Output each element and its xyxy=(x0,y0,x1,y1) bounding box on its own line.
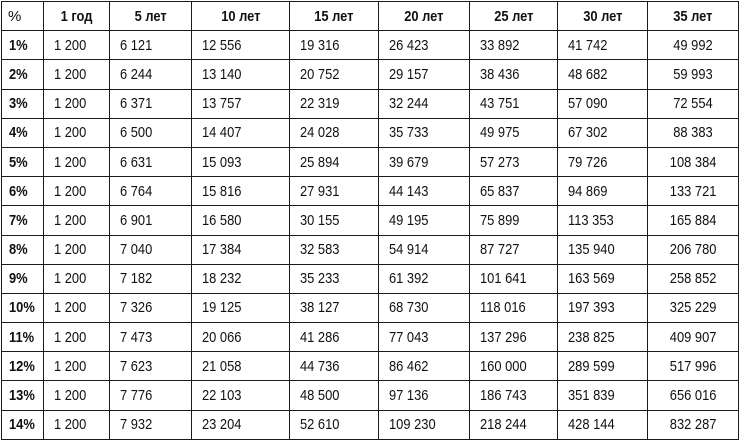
header-cell-period xyxy=(648,2,739,31)
value-cell xyxy=(648,235,739,264)
value-cell xyxy=(44,118,110,147)
value-cell xyxy=(379,293,470,322)
rate-cell xyxy=(2,410,44,439)
value-cell xyxy=(110,177,192,206)
value-text: 656 016 xyxy=(669,387,717,405)
header-label: 5 лет xyxy=(134,7,167,25)
table-row xyxy=(2,410,739,439)
header-cell-period xyxy=(290,2,379,31)
value-text: 65 837 xyxy=(480,182,520,200)
header-label: 20 лет xyxy=(404,7,444,25)
value-text: 33 892 xyxy=(480,36,520,54)
value-text: 6 121 xyxy=(120,36,153,54)
rate-cell xyxy=(2,293,44,322)
value-cell xyxy=(558,235,648,264)
value-text: 135 940 xyxy=(568,241,615,259)
value-text: 6 500 xyxy=(120,124,153,142)
value-text: 1 200 xyxy=(54,95,87,113)
value-cell xyxy=(110,293,192,322)
value-cell xyxy=(290,89,379,118)
value-text: 7 932 xyxy=(120,416,153,434)
value-text: 77 043 xyxy=(389,328,429,346)
value-cell xyxy=(558,89,648,118)
rate-cell xyxy=(2,147,44,176)
value-cell xyxy=(44,381,110,410)
value-cell xyxy=(558,118,648,147)
table-row xyxy=(2,60,739,89)
value-cell xyxy=(379,381,470,410)
rate-cell xyxy=(2,381,44,410)
value-text: 59 993 xyxy=(673,65,713,83)
rate-cell xyxy=(2,264,44,293)
value-text: 160 000 xyxy=(480,357,527,375)
value-cell xyxy=(379,352,470,381)
value-cell xyxy=(192,60,290,89)
rate-label: 4% xyxy=(9,124,28,142)
value-text: 32 244 xyxy=(389,95,429,113)
value-text: 351 839 xyxy=(568,387,615,405)
value-cell xyxy=(470,177,558,206)
value-cell xyxy=(470,60,558,89)
value-text: 7 182 xyxy=(120,270,153,288)
value-text: 108 384 xyxy=(669,153,717,171)
table-row xyxy=(2,147,739,176)
value-cell xyxy=(648,381,739,410)
value-text: 48 682 xyxy=(568,65,608,83)
value-text: 72 554 xyxy=(673,95,713,113)
header-label: 35 лет xyxy=(673,7,713,25)
value-cell xyxy=(558,31,648,60)
header-label: 30 лет xyxy=(582,7,623,25)
value-text: 1 200 xyxy=(54,299,87,317)
value-text: 409 907 xyxy=(669,328,717,346)
value-cell xyxy=(110,352,192,381)
value-text: 1 200 xyxy=(54,416,87,434)
value-text: 197 393 xyxy=(568,299,615,317)
value-cell xyxy=(44,31,110,60)
header-cell-period xyxy=(44,2,110,31)
value-text: 7 040 xyxy=(120,241,153,259)
value-cell xyxy=(648,147,739,176)
value-text: 17 384 xyxy=(202,241,242,259)
value-cell xyxy=(648,31,739,60)
value-cell xyxy=(44,147,110,176)
value-cell xyxy=(648,118,739,147)
value-text: 118 016 xyxy=(480,299,526,317)
header-label: 15 лет xyxy=(314,7,354,25)
value-text: 6 901 xyxy=(120,211,153,229)
header-label: 1 год xyxy=(60,7,93,25)
value-text: 12 556 xyxy=(202,36,242,54)
header-cell-period xyxy=(192,2,290,31)
value-text: 1 200 xyxy=(54,241,87,259)
rate-label: 1% xyxy=(9,36,28,54)
value-text: 517 996 xyxy=(669,357,717,375)
value-text: 15 093 xyxy=(202,153,242,171)
value-cell xyxy=(192,118,290,147)
value-text: 13 757 xyxy=(202,95,242,113)
value-text: 6 244 xyxy=(120,65,153,83)
value-text: 6 764 xyxy=(120,182,153,200)
value-cell xyxy=(379,60,470,89)
value-text: 87 727 xyxy=(480,241,520,259)
value-cell xyxy=(558,264,648,293)
value-text: 16 580 xyxy=(202,211,242,229)
value-cell xyxy=(558,147,648,176)
value-cell xyxy=(192,293,290,322)
header-label: 10 лет xyxy=(220,7,261,25)
value-cell xyxy=(44,206,110,235)
value-text: 67 302 xyxy=(568,124,608,142)
value-text: 48 500 xyxy=(300,387,340,405)
value-text: 24 028 xyxy=(300,124,340,142)
value-cell xyxy=(470,235,558,264)
value-cell xyxy=(192,410,290,439)
value-cell xyxy=(379,89,470,118)
value-text: 113 353 xyxy=(568,211,614,229)
value-cell xyxy=(379,410,470,439)
value-text: 7 776 xyxy=(120,387,153,405)
value-cell xyxy=(192,235,290,264)
value-cell xyxy=(110,410,192,439)
table-row xyxy=(2,352,739,381)
value-text: 14 407 xyxy=(202,124,242,142)
rate-cell xyxy=(2,118,44,147)
value-cell xyxy=(648,410,739,439)
value-text: 325 229 xyxy=(669,299,717,317)
value-text: 44 736 xyxy=(300,357,340,375)
rate-cell xyxy=(2,235,44,264)
value-text: 1 200 xyxy=(54,36,87,54)
value-cell xyxy=(290,31,379,60)
value-text: 206 780 xyxy=(669,241,717,259)
value-text: 39 679 xyxy=(389,153,429,171)
value-cell xyxy=(379,147,470,176)
rate-cell xyxy=(2,177,44,206)
value-cell xyxy=(44,177,110,206)
rate-label: 8% xyxy=(9,241,28,259)
value-cell xyxy=(290,410,379,439)
value-text: 88 383 xyxy=(673,124,713,142)
rate-cell xyxy=(2,31,44,60)
value-text: 6 371 xyxy=(120,95,153,113)
value-text: 428 144 xyxy=(568,416,615,434)
value-text: 49 975 xyxy=(480,124,520,142)
value-text: 15 816 xyxy=(202,182,242,200)
value-cell xyxy=(379,118,470,147)
value-cell xyxy=(44,323,110,352)
header-label: 25 лет xyxy=(493,7,534,25)
value-text: 137 296 xyxy=(480,328,527,346)
rate-cell xyxy=(2,206,44,235)
value-text: 238 825 xyxy=(568,328,615,346)
value-cell xyxy=(290,60,379,89)
savings-growth-table xyxy=(1,1,739,440)
value-text: 1 200 xyxy=(54,65,87,83)
table-row xyxy=(2,235,739,264)
value-cell xyxy=(192,89,290,118)
value-cell xyxy=(290,206,379,235)
value-text: 13 140 xyxy=(202,65,242,83)
value-text: 163 569 xyxy=(568,270,615,288)
value-text: 1 200 xyxy=(54,153,87,171)
value-cell xyxy=(290,177,379,206)
value-cell xyxy=(558,293,648,322)
value-cell xyxy=(110,60,192,89)
value-cell xyxy=(648,293,739,322)
value-cell xyxy=(44,60,110,89)
value-text: 26 423 xyxy=(389,36,429,54)
value-cell xyxy=(290,352,379,381)
value-cell xyxy=(470,381,558,410)
value-text: 21 058 xyxy=(202,357,242,375)
value-text: 35 233 xyxy=(300,270,340,288)
value-cell xyxy=(648,206,739,235)
value-cell xyxy=(192,323,290,352)
value-cell xyxy=(648,177,739,206)
value-text: 52 610 xyxy=(300,416,340,434)
value-cell xyxy=(470,264,558,293)
value-cell xyxy=(470,323,558,352)
value-text: 218 244 xyxy=(480,416,527,434)
value-text: 832 287 xyxy=(669,416,717,434)
value-text: 41 742 xyxy=(568,36,608,54)
value-cell xyxy=(379,31,470,60)
value-text: 20 752 xyxy=(300,65,340,83)
value-cell xyxy=(558,410,648,439)
value-cell xyxy=(192,31,290,60)
rate-cell xyxy=(2,352,44,381)
table-row xyxy=(2,177,739,206)
value-text: 133 721 xyxy=(669,182,717,200)
value-cell xyxy=(470,147,558,176)
value-text: 186 743 xyxy=(480,387,527,405)
rate-label: 6% xyxy=(9,182,28,200)
value-text: 20 066 xyxy=(202,328,242,346)
value-cell xyxy=(290,323,379,352)
rate-label: 13% xyxy=(9,387,35,405)
value-cell xyxy=(470,293,558,322)
value-text: 1 200 xyxy=(54,270,87,288)
value-cell xyxy=(192,177,290,206)
header-cell-period xyxy=(558,2,648,31)
value-text: 68 730 xyxy=(389,299,429,317)
value-cell xyxy=(470,118,558,147)
table-row xyxy=(2,293,739,322)
value-text: 41 286 xyxy=(300,328,340,346)
value-text: 25 894 xyxy=(300,153,340,171)
rate-label: 9% xyxy=(9,270,28,288)
rate-label: 5% xyxy=(9,153,28,171)
rate-cell xyxy=(2,60,44,89)
value-cell xyxy=(44,89,110,118)
rate-label: 11% xyxy=(9,328,35,346)
rate-label: 12% xyxy=(9,357,35,375)
header-row xyxy=(2,2,739,31)
value-text: 1 200 xyxy=(54,211,87,229)
value-cell xyxy=(558,177,648,206)
value-text: 57 090 xyxy=(568,95,608,113)
value-cell xyxy=(192,352,290,381)
value-text: 1 200 xyxy=(54,357,87,375)
table-row xyxy=(2,206,739,235)
value-text: 35 733 xyxy=(389,124,429,142)
value-text: 44 143 xyxy=(389,182,429,200)
value-text: 38 127 xyxy=(300,299,340,317)
rate-label: 7% xyxy=(9,211,28,229)
value-text: 38 436 xyxy=(480,65,520,83)
value-cell xyxy=(379,264,470,293)
value-cell xyxy=(110,89,192,118)
table-row xyxy=(2,264,739,293)
header-label: % xyxy=(8,7,22,25)
value-text: 1 200 xyxy=(54,124,87,142)
value-cell xyxy=(110,147,192,176)
value-cell xyxy=(290,264,379,293)
value-cell xyxy=(648,264,739,293)
value-text: 23 204 xyxy=(202,416,242,434)
value-cell xyxy=(470,352,558,381)
value-cell xyxy=(648,323,739,352)
rate-label: 2% xyxy=(9,65,28,83)
table-row xyxy=(2,89,739,118)
header-cell-period xyxy=(110,2,192,31)
value-cell xyxy=(110,31,192,60)
value-cell xyxy=(110,323,192,352)
value-cell xyxy=(110,118,192,147)
value-cell xyxy=(44,235,110,264)
value-text: 165 884 xyxy=(669,211,717,229)
table-row xyxy=(2,31,739,60)
value-cell xyxy=(558,381,648,410)
value-text: 61 392 xyxy=(389,270,429,288)
value-text: 109 230 xyxy=(389,416,436,434)
table-row xyxy=(2,323,739,352)
value-cell xyxy=(558,352,648,381)
value-text: 30 155 xyxy=(300,211,340,229)
value-cell xyxy=(558,60,648,89)
value-text: 289 599 xyxy=(568,357,615,375)
rate-cell xyxy=(2,89,44,118)
value-text: 18 232 xyxy=(202,270,242,288)
value-cell xyxy=(290,235,379,264)
value-text: 19 125 xyxy=(202,299,242,317)
value-text: 7 326 xyxy=(120,299,153,317)
value-text: 49 992 xyxy=(673,36,713,54)
value-cell xyxy=(379,177,470,206)
value-cell xyxy=(648,60,739,89)
value-cell xyxy=(558,206,648,235)
value-text: 1 200 xyxy=(54,328,87,346)
value-cell xyxy=(379,235,470,264)
value-cell xyxy=(379,206,470,235)
value-text: 29 157 xyxy=(389,65,429,83)
table-row xyxy=(2,118,739,147)
value-cell xyxy=(44,410,110,439)
value-text: 101 641 xyxy=(480,270,527,288)
value-cell xyxy=(44,352,110,381)
value-text: 19 316 xyxy=(300,36,340,54)
value-cell xyxy=(648,352,739,381)
table-body xyxy=(2,31,739,440)
value-cell xyxy=(648,89,739,118)
header-cell-percent xyxy=(2,2,44,31)
value-text: 7 473 xyxy=(120,328,153,346)
value-cell xyxy=(192,206,290,235)
value-cell xyxy=(110,206,192,235)
value-text: 75 899 xyxy=(480,211,520,229)
table-row xyxy=(2,381,739,410)
value-cell xyxy=(192,264,290,293)
rate-label: 14% xyxy=(9,416,35,434)
value-cell xyxy=(110,235,192,264)
value-cell xyxy=(558,323,648,352)
value-text: 7 623 xyxy=(120,357,153,375)
value-cell xyxy=(44,264,110,293)
value-cell xyxy=(470,410,558,439)
value-cell xyxy=(192,381,290,410)
value-cell xyxy=(192,147,290,176)
value-cell xyxy=(470,206,558,235)
rate-cell xyxy=(2,323,44,352)
value-cell xyxy=(290,118,379,147)
value-text: 27 931 xyxy=(300,182,340,200)
value-text: 1 200 xyxy=(54,182,87,200)
value-cell xyxy=(44,293,110,322)
value-cell xyxy=(379,323,470,352)
value-cell xyxy=(290,381,379,410)
value-text: 97 136 xyxy=(389,387,429,405)
value-text: 6 631 xyxy=(120,153,153,171)
value-text: 22 319 xyxy=(300,95,340,113)
value-text: 94 869 xyxy=(568,182,608,200)
value-text: 54 914 xyxy=(389,241,429,259)
value-text: 32 583 xyxy=(300,241,340,259)
value-cell xyxy=(290,147,379,176)
value-text: 43 751 xyxy=(480,95,520,113)
value-cell xyxy=(110,264,192,293)
value-cell xyxy=(290,293,379,322)
value-text: 86 462 xyxy=(389,357,429,375)
value-cell xyxy=(470,31,558,60)
value-text: 258 852 xyxy=(669,270,717,288)
value-text: 22 103 xyxy=(202,387,242,405)
value-text: 1 200 xyxy=(54,387,87,405)
header-cell-period xyxy=(470,2,558,31)
value-text: 49 195 xyxy=(389,211,429,229)
header-cell-period xyxy=(379,2,470,31)
value-cell xyxy=(110,381,192,410)
rate-label: 3% xyxy=(9,95,28,113)
value-cell xyxy=(470,89,558,118)
value-text: 57 273 xyxy=(480,153,520,171)
rate-label: 10% xyxy=(9,299,35,317)
value-text: 79 726 xyxy=(568,153,608,171)
